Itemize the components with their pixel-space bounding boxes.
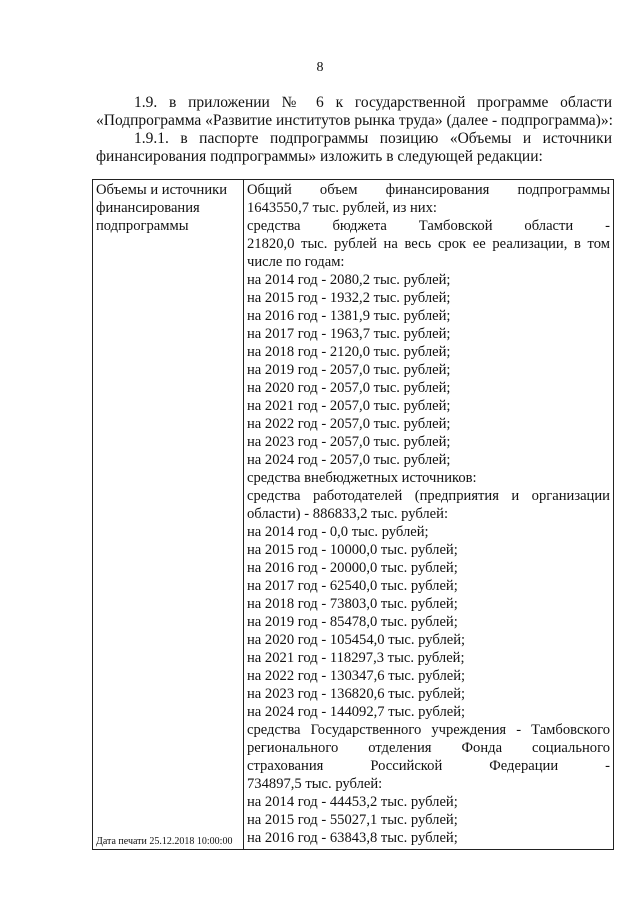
year-amount-line: на 2019 год - 85478,0 тыс. рублей;: [247, 614, 458, 630]
year-amount-line: на 2022 год - 2057,0 тыс. рублей;: [247, 416, 451, 432]
year-amount-line: на 2018 год - 73803,0 тыс. рублей;: [247, 596, 458, 612]
print-date-footer: Дата печати 25.12.2018 10:00:00: [96, 836, 233, 847]
page-number: 8: [316, 60, 324, 75]
total-line: 1643550,7 тыс. рублей, из них:: [247, 200, 437, 216]
year-amount-line: на 2019 год - 2057,0 тыс. рублей;: [247, 362, 451, 378]
year-amount-line: на 2020 год - 105454,0 тыс. рублей;: [247, 632, 466, 648]
position-content-cell: [244, 180, 614, 850]
intro-paragraph-2: [96, 130, 612, 166]
fund-line: 734897,5 тыс. рублей:: [247, 776, 383, 792]
employer-years-list: [247, 523, 610, 721]
year-amount-line: на 2016 год - 20000,0 тыс. рублей;: [247, 560, 458, 576]
label-line: Объемы и источники: [96, 182, 228, 198]
year-amount-line: на 2016 год - 1381,9 тыс. рублей;: [247, 308, 451, 324]
budget-line: 21820,0 тыс. рублей на весь срок ее реализации, в том: [247, 236, 610, 252]
total-line: Общий объем финансирования подпрограммы: [247, 182, 610, 198]
fund-line: средства Государственного учреждения - Тамбовского: [247, 722, 610, 738]
year-amount-line: на 2014 год - 2080,2 тыс. рублей;: [247, 272, 451, 288]
year-amount-line: на 2024 год - 144092,7 тыс. рублей;: [247, 704, 466, 720]
year-amount-line: на 2022 год - 130347,6 тыс. рублей;: [247, 668, 466, 684]
year-amount-line: на 2024 год - 2057,0 тыс. рублей;: [247, 452, 451, 468]
employers-line: средства работодателей (предприятия и организации: [247, 488, 610, 504]
year-amount-line: на 2014 год - 44453,2 тыс. рублей;: [247, 794, 458, 810]
fund-years-list: [247, 793, 610, 847]
year-amount-line: на 2015 год - 1932,2 тыс. рублей;: [247, 290, 451, 306]
budget-line: средства бюджета Тамбовской области -: [247, 218, 610, 234]
year-amount-line: на 2023 год - 136820,6 тыс. рублей;: [247, 686, 466, 702]
position-label-cell: [93, 180, 244, 850]
year-amount-line: на 2017 год - 1963,7 тыс. рублей;: [247, 326, 451, 342]
year-amount-line: на 2015 год - 55027,1 тыс. рублей;: [247, 812, 458, 828]
year-amount-line: на 2021 год - 2057,0 тыс. рублей;: [247, 398, 451, 414]
intro-line-2: «Подпрограмма «Развитие институтов рынка труда» (далее - подпрограмма)»:: [96, 112, 613, 129]
year-amount-line: на 2021 год - 118297,3 тыс. рублей;: [247, 650, 465, 666]
year-amount-line: на 2017 год - 62540,0 тыс. рублей;: [247, 578, 458, 594]
budget-line: числе по годам:: [247, 254, 345, 270]
budget-years-list: [247, 271, 610, 469]
offbudget-heading: средства внебюджетных источников:: [247, 470, 477, 486]
intro-line-3: 1.9.1. в паспорте подпрограммы позицию «Объемы и источники: [134, 130, 612, 147]
intro-paragraph-1: [96, 94, 612, 130]
year-amount-line: на 2015 год - 10000,0 тыс. рублей;: [247, 542, 458, 558]
year-amount-line: на 2014 год - 0,0 тыс. рублей;: [247, 524, 429, 540]
fund-line: страхования Российской Федерации -: [247, 758, 610, 774]
label-line: подпрограммы: [96, 218, 189, 234]
employers-line: области) - 886833,2 тыс. рублей:: [247, 506, 449, 522]
intro-line-4: финансирования подпрограммы» изложить в следующей редакции:: [96, 148, 543, 165]
intro-line-1: 1.9. в приложении № 6 к государственной программе области: [134, 94, 612, 111]
year-amount-line: на 2018 год - 2120,0 тыс. рублей;: [247, 344, 451, 360]
fund-line: регионального отделения Фонда социального: [247, 740, 610, 756]
funding-row: [93, 180, 614, 850]
funding-table: [92, 179, 614, 850]
year-amount-line: на 2016 год - 63843,8 тыс. рублей;: [247, 830, 458, 846]
year-amount-line: на 2023 год - 2057,0 тыс. рублей;: [247, 434, 451, 450]
year-amount-line: на 2020 год - 2057,0 тыс. рублей;: [247, 380, 451, 396]
label-line: финансирования: [96, 200, 200, 216]
